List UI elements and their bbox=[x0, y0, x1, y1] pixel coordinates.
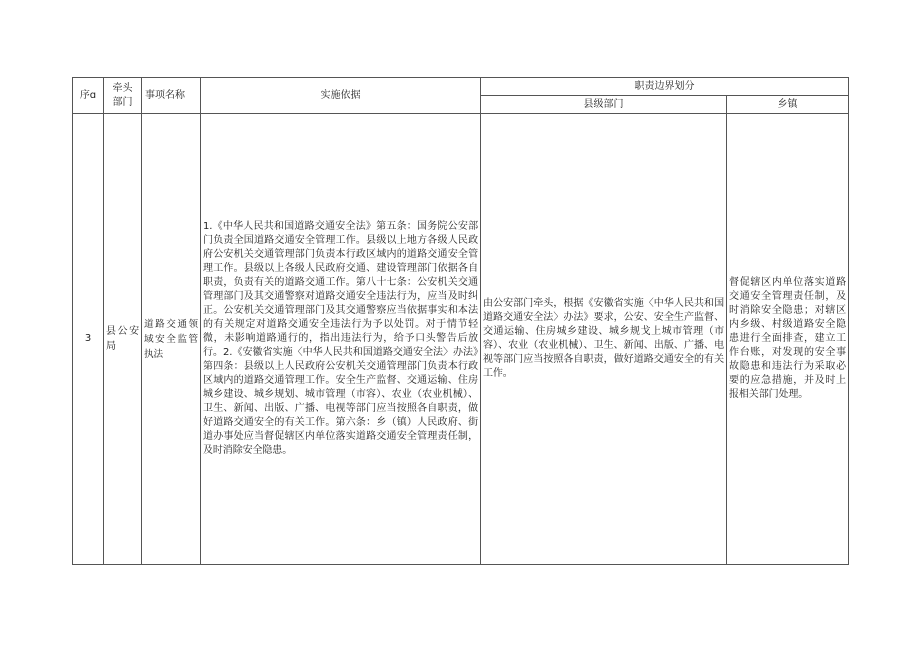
header-item-name: 事项名称 bbox=[142, 78, 201, 114]
row-lead-dept: 县公安局 bbox=[104, 114, 142, 565]
row-basis: 1.《中华人民共和国道路交通安全法》第五条：国务院公安部门负责全国道路交通安全管理工作。县级以上地方各级人民政府公安机关交通管理部门负责本行政区域内的道路交通安全管理工作。县级以上各级人民政府交通、建设管理部门依据各自职责，负责有关的道路交通工作。第八十七条：公安机关交通管理部门及其交通警察对道路交通安全违法行为，应当及时纠正。公安机关交通管理部门及其交通警察应当依据事实和本法的有关规定对道路交通安全违法行为予以处罚。对于情节轻微，未影响道路通行的，指出违法行为，给予口头警告后放行。2.《安徽省实施〈中华人民共和国道路交通安全法〉办法》第四条：县级以上人民政府公安机关交通管理部门负责本行政区域内的道路交通管理工作。安全生产监督、交通运输、住房城乡建设、城乡规划、城市管理（市容）、农业（农业机械）、卫生、新闻、出版、广播、电视等部门应当按照各自职责，做好道路交通安全的有关工作。第六条：乡（镇）人民政府、街道办事处应当督促辖区内单位落实道路交通安全管理责任制，及时消除安全隐患。 bbox=[201, 114, 481, 565]
table-row bbox=[73, 114, 849, 565]
header-basis: 实施依据 bbox=[201, 78, 481, 114]
header-seq: 序ɑ bbox=[73, 78, 104, 114]
header-lead-dept-line1: 牵头 bbox=[112, 82, 133, 94]
header-lead-dept bbox=[104, 78, 142, 114]
responsibility-table bbox=[72, 77, 849, 565]
header-township: 乡镇 bbox=[727, 96, 849, 114]
header-boundary: 职责边界划分 bbox=[481, 78, 849, 96]
header-lead-dept-line2: 部门 bbox=[112, 96, 133, 108]
header-county-dept: 县级部门 bbox=[481, 96, 727, 114]
row-item-name: 道路交通领域安全监管执法 bbox=[142, 114, 201, 565]
row-seq: 3 bbox=[73, 114, 104, 565]
row-county-dept: 由公安部门牵头，根据《安徽省实施〈中华人民共和国道路交通安全法〉办法》要求，公安、安全生产监督、交通运输、住房城乡建设、城乡规戈上城市管理（市容）、农业（农业机械）、卫生、新闻、出版、广播、电视等部门应当按照各自职责，做好道路交通安全的有关工作。 bbox=[481, 114, 727, 565]
row-township: 督促辖区内单位落实道路交通安全管理责任制，及时消除安全隐患；对辖区内乡级、村级道路安全隐患进行全面排查，建立工作台账，对发现的安全事故隐患和违法行为采取必要的应急措施，并及时上报相关部门处理。 bbox=[727, 114, 849, 565]
